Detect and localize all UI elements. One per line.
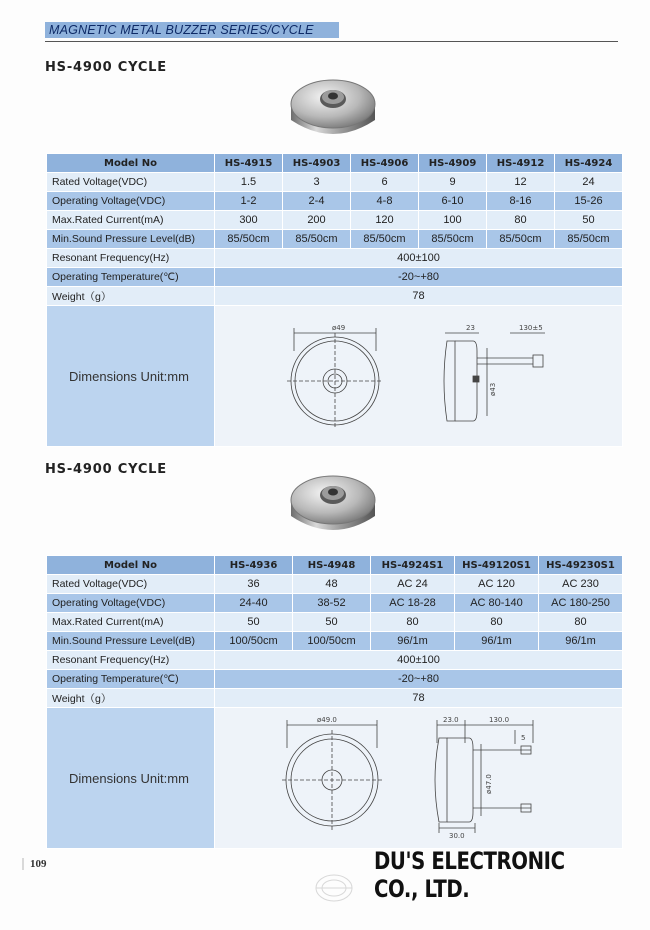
cell-value: -20~+80 [215, 268, 623, 287]
cell-value: 1.5 [215, 173, 283, 192]
model-header: HS-4906 [351, 154, 419, 173]
cell-value: 9 [419, 173, 487, 192]
dim-lead: 130.0 [489, 716, 510, 724]
dim-diameter: ø49 [332, 324, 346, 332]
cell-value: 100 [419, 211, 487, 230]
cell-value: 200 [283, 211, 351, 230]
table-row [47, 173, 623, 192]
buzzer-product-image [287, 74, 379, 146]
model-header: HS-4924S1 [371, 556, 455, 575]
cell-value: 85/50cm [283, 230, 351, 249]
cell-value: 1-2 [215, 192, 283, 211]
cell-value: 4-8 [351, 192, 419, 211]
cell-value: 3 [283, 173, 351, 192]
cell-value: AC 18-28 [371, 594, 455, 613]
section-title-2: HS-4900 CYCLE [45, 462, 167, 477]
dimension-drawing-cell [215, 708, 623, 849]
dimensions-label: Dimensions Unit:mm [47, 306, 215, 447]
cell-value: 38-52 [293, 594, 371, 613]
table-row [47, 192, 623, 211]
cell-value: 12 [487, 173, 555, 192]
header-rule [45, 41, 618, 42]
row-label: Weight（g） [47, 287, 215, 306]
model-no-header: Model No [47, 154, 215, 173]
cell-value: 8-16 [487, 192, 555, 211]
dimension-drawing [215, 306, 619, 446]
row-label: Max.Rated Current(mA) [47, 211, 215, 230]
dim-side: ø43 [489, 382, 497, 396]
row-label: Operating Temperature(℃) [47, 670, 215, 689]
dimensions-label: Dimensions Unit:mm [47, 708, 215, 849]
model-header: HS-4948 [293, 556, 371, 575]
cell-value: 80 [455, 613, 539, 632]
cell-value: 6 [351, 173, 419, 192]
section-title-1: HS-4900 CYCLE [45, 60, 167, 75]
model-header: HS-49120S1 [455, 556, 539, 575]
dim-diameter: ø49.0 [317, 716, 337, 724]
cell-value: AC 180-250 [539, 594, 623, 613]
page-number: 109 [22, 858, 47, 870]
dim-bottom: 30.0 [449, 832, 465, 840]
cell-value: 50 [555, 211, 623, 230]
cell-value: AC 120 [455, 575, 539, 594]
table-row [47, 613, 623, 632]
row-label: Resonant Frequency(Hz) [47, 651, 215, 670]
spec-table-2 [46, 555, 623, 849]
company-name: DU'S ELECTRONIC CO., LTD. [374, 847, 565, 903]
cell-value: 6-10 [419, 192, 487, 211]
cell-value: 96/1m [371, 632, 455, 651]
table-row [47, 651, 623, 670]
model-header: HS-4912 [487, 154, 555, 173]
cell-value: 2-4 [283, 192, 351, 211]
cell-value: 24 [555, 173, 623, 192]
table-row [47, 632, 623, 651]
row-label: Weight（g） [47, 689, 215, 708]
row-label: Min.Sound Pressure Level(dB) [47, 230, 215, 249]
cell-value: 400±100 [215, 651, 623, 670]
cell-value: 48 [293, 575, 371, 594]
table-row [47, 689, 623, 708]
cell-value: 85/50cm [351, 230, 419, 249]
table-row [47, 268, 623, 287]
cell-value: AC 230 [539, 575, 623, 594]
cell-value: 85/50cm [487, 230, 555, 249]
table-row [47, 287, 623, 306]
spec-table-1 [46, 153, 623, 447]
cell-value: -20~+80 [215, 670, 623, 689]
dimension-drawing-cell [215, 306, 623, 447]
dim-depth: 23 [466, 324, 475, 332]
cell-value: 85/50cm [555, 230, 623, 249]
table-row [47, 230, 623, 249]
model-header: HS-4936 [215, 556, 293, 575]
row-label: Rated Voltage(VDC) [47, 575, 215, 594]
cell-value: 50 [293, 613, 371, 632]
row-label: Min.Sound Pressure Level(dB) [47, 632, 215, 651]
cell-value: 96/1m [455, 632, 539, 651]
cell-value: 96/1m [539, 632, 623, 651]
cell-value: 80 [487, 211, 555, 230]
cell-value: 50 [215, 613, 293, 632]
series-title: MAGNETIC METAL BUZZER SERIES/CYCLE [45, 22, 339, 38]
model-header: HS-49230S1 [539, 556, 623, 575]
table-row [47, 575, 623, 594]
row-label: Operating Temperature(℃) [47, 268, 215, 287]
row-label: Operating Voltage(VDC) [47, 594, 215, 613]
cell-value: 78 [215, 689, 623, 708]
dim-small: 5 [521, 734, 526, 742]
table-row [47, 211, 623, 230]
dim-side: ø47.0 [485, 774, 493, 794]
table-row [47, 670, 623, 689]
row-label: Rated Voltage(VDC) [47, 173, 215, 192]
cell-value: 85/50cm [215, 230, 283, 249]
cell-value: 400±100 [215, 249, 623, 268]
row-label: Operating Voltage(VDC) [47, 192, 215, 211]
model-header: HS-4915 [215, 154, 283, 173]
dimension-drawing [215, 708, 619, 848]
cell-value: 36 [215, 575, 293, 594]
model-header: HS-4909 [419, 154, 487, 173]
row-label: Max.Rated Current(mA) [47, 613, 215, 632]
model-header: HS-4924 [555, 154, 623, 173]
dim-lead: 130±5 [519, 324, 543, 332]
model-no-header: Model No [47, 556, 215, 575]
cell-value: 15-26 [555, 192, 623, 211]
cell-value: 120 [351, 211, 419, 230]
cell-value: 24-40 [215, 594, 293, 613]
cell-value: AC 80-140 [455, 594, 539, 613]
buzzer-product-image [287, 470, 379, 542]
row-label: Resonant Frequency(Hz) [47, 249, 215, 268]
cell-value: 80 [539, 613, 623, 632]
cell-value: 100/50cm [215, 632, 293, 651]
company-logo-watermark [312, 868, 356, 904]
table-row [47, 594, 623, 613]
model-header: HS-4903 [283, 154, 351, 173]
cell-value: AC 24 [371, 575, 455, 594]
dim-depth: 23.0 [443, 716, 459, 724]
cell-value: 85/50cm [419, 230, 487, 249]
cell-value: 100/50cm [293, 632, 371, 651]
cell-value: 78 [215, 287, 623, 306]
cell-value: 300 [215, 211, 283, 230]
table-row [47, 249, 623, 268]
cell-value: 80 [371, 613, 455, 632]
